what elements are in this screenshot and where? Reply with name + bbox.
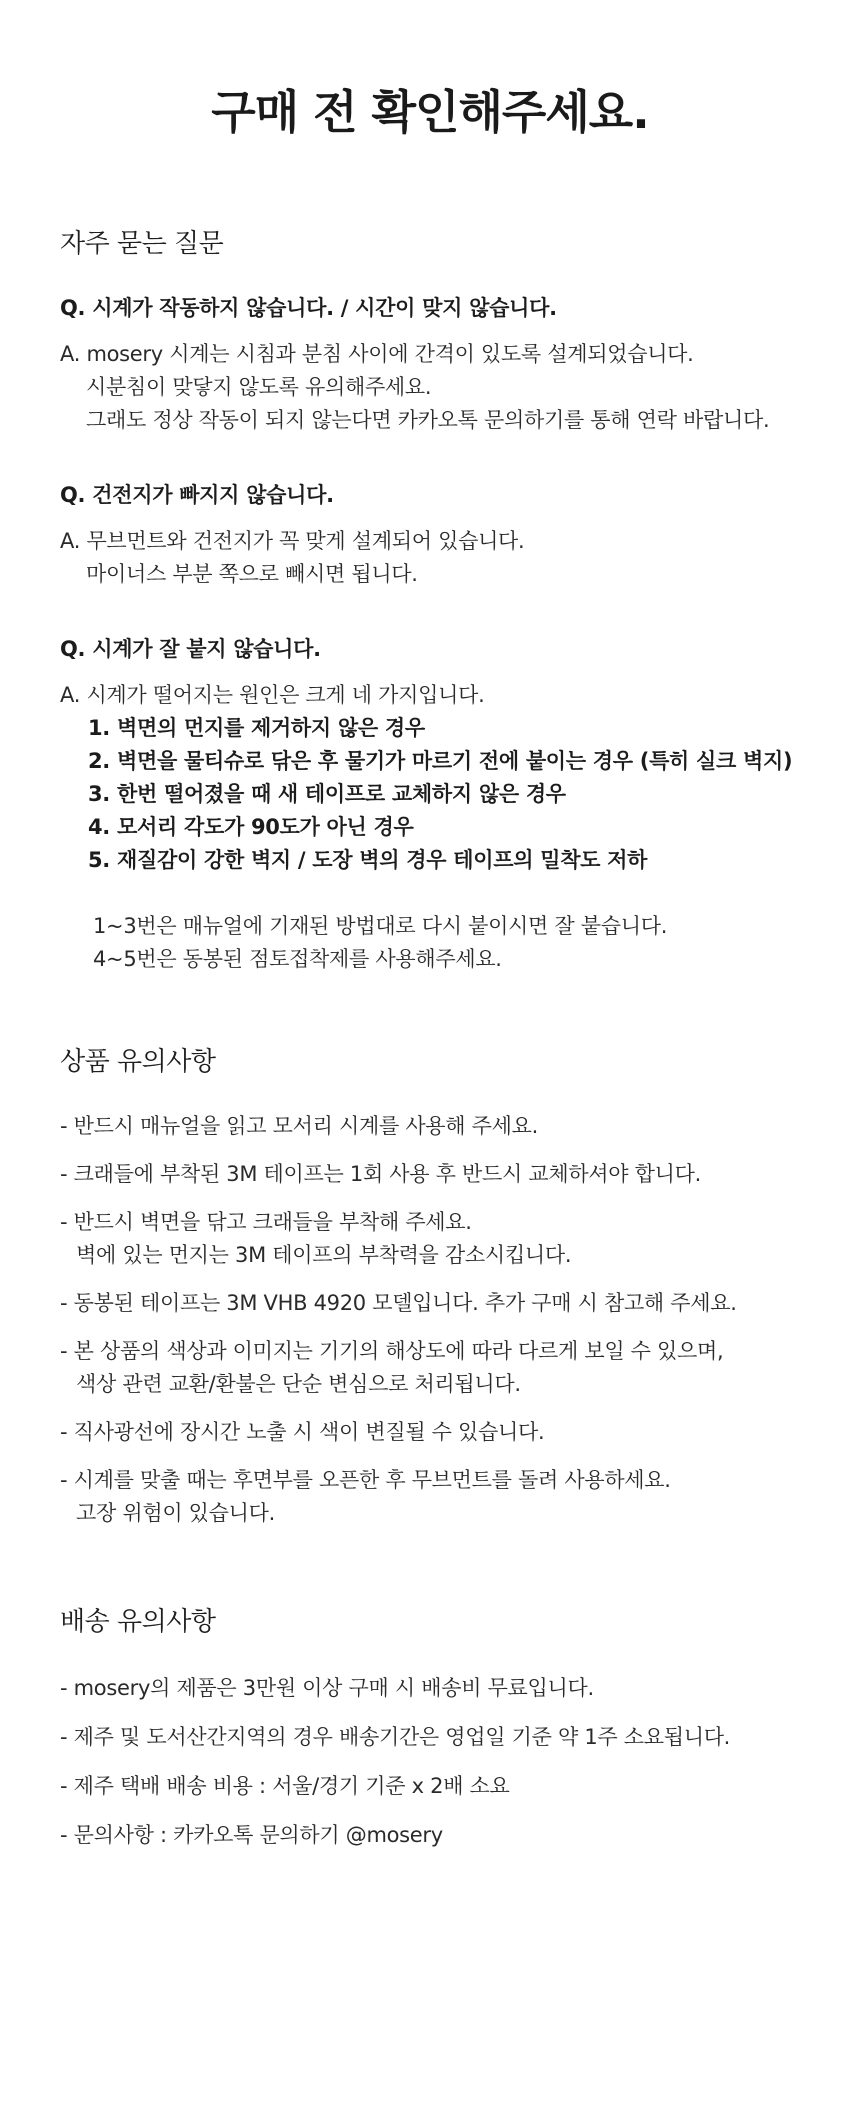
cause-item: 4. 모서리 각도가 90도가 아닌 경우 xyxy=(88,815,414,839)
cause-note: 4~5번은 동봉된 점토접착제를 사용해주세요. xyxy=(93,947,502,971)
product-notes-title: 상품 유의사항 xyxy=(60,1047,216,1077)
faq-section-title: 자주 묻는 질문 xyxy=(60,229,224,259)
faq-answer-1-line-3: 그래도 정상 작동이 되지 않는다면 카카오톡 문의하기를 통해 연락 바랍니다. xyxy=(86,408,770,432)
product-note-item xyxy=(60,1416,800,1449)
shipping-note-item xyxy=(60,1672,800,1705)
product-note-item xyxy=(60,1158,800,1191)
shipping-note-line: - 제주 택배 배송 비용 : 서울/경기 기준 x 2배 소요 xyxy=(60,1774,510,1798)
product-note-line: - 크래들에 부착된 3M 테이프는 1회 사용 후 반드시 교체하셔야 합니다. xyxy=(60,1162,701,1186)
cause-item: 2. 벽면을 물티슈로 닦은 후 물기가 마르기 전에 붙이는 경우 (특히 실크 벽지) xyxy=(88,749,793,773)
faq-question-3: Q. 시계가 잘 붙지 않습니다. xyxy=(60,637,321,661)
faq-question-1: Q. 시계가 작동하지 않습니다. / 시간이 맞지 않습니다. xyxy=(60,296,557,320)
page-title: 구매 전 확인해주세요. xyxy=(211,85,649,139)
shipping-note-item xyxy=(60,1819,800,1852)
cause-item: 3. 한번 떨어졌을 때 새 테이프로 교체하지 않은 경우 xyxy=(88,782,566,806)
shipping-note-line: - mosery의 제품은 3만원 이상 구매 시 배송비 무료입니다. xyxy=(60,1676,594,1700)
shipping-note-item xyxy=(60,1770,800,1803)
product-note-item xyxy=(60,1110,800,1143)
cause-note: 1~3번은 매뉴얼에 기재된 방법대로 다시 붙이시면 잘 붙습니다. xyxy=(93,914,668,938)
cause-item: 1. 벽면의 먼지를 제거하지 않은 경우 xyxy=(88,716,425,740)
shipping-notes-section xyxy=(60,1604,800,1852)
product-notes-section xyxy=(60,1044,800,1530)
product-notes-list xyxy=(60,1110,800,1530)
cause-notes xyxy=(60,910,800,976)
faq-answer-2 xyxy=(60,525,800,591)
product-note-line: 색상 관련 교환/환불은 단순 변심으로 처리됩니다. xyxy=(76,1372,521,1396)
product-note-item xyxy=(60,1464,800,1530)
shipping-note-line: - 제주 및 도서산간지역의 경우 배송기간은 영업일 기준 약 1주 소요됩니다. xyxy=(60,1725,731,1749)
shipping-notes-list xyxy=(60,1672,800,1852)
shipping-notes-title: 배송 유의사항 xyxy=(60,1607,216,1637)
product-note-line: - 동봉된 테이프는 3M VHB 4920 모델입니다. 추가 구매 시 참고해 주세요. xyxy=(60,1291,737,1315)
faq-answer-3-intro: A. 시계가 떨어지는 원인은 크게 네 가지입니다. xyxy=(60,683,485,707)
faq-question-2: Q. 건전지가 빠지지 않습니다. xyxy=(60,483,334,507)
product-note-item xyxy=(60,1287,800,1320)
cause-item: 5. 재질감이 강한 벽지 / 도장 벽의 경우 테이프의 밀착도 저하 xyxy=(88,848,648,872)
faq-section xyxy=(60,226,800,976)
product-note-line: - 시계를 맞출 때는 후면부를 오픈한 후 무브먼트를 돌려 사용하세요. xyxy=(60,1468,671,1492)
product-note-line: - 반드시 벽면을 닦고 크래들을 부착해 주세요. xyxy=(60,1210,472,1234)
product-note-line: 벽에 있는 먼지는 3M 테이프의 부착력을 감소시킵니다. xyxy=(76,1243,572,1267)
cause-list xyxy=(60,712,800,877)
product-note-line: - 본 상품의 색상과 이미지는 기기의 해상도에 따라 다르게 보일 수 있으며, xyxy=(60,1339,724,1363)
shipping-note-line: - 문의사항 : 카카오톡 문의하기 @mosery xyxy=(60,1823,443,1847)
faq-answer-1-line-1: A. mosery 시계는 시침과 분침 사이에 간격이 있도록 설계되었습니다. xyxy=(60,342,694,366)
product-note-line: - 직사광선에 장시간 노출 시 색이 변질될 수 있습니다. xyxy=(60,1420,545,1444)
product-note-line: - 반드시 매뉴얼을 읽고 모서리 시계를 사용해 주세요. xyxy=(60,1114,538,1138)
product-note-line: 고장 위험이 있습니다. xyxy=(76,1501,275,1525)
faq-answer-2-line-2: 마이너스 부분 쪽으로 빼시면 됩니다. xyxy=(86,562,418,586)
product-note-item xyxy=(60,1335,800,1401)
faq-answer-1-line-2: 시분침이 맞닿지 않도록 유의해주세요. xyxy=(86,375,432,399)
faq-answer-2-line-1: A. 무브먼트와 건전지가 꼭 맞게 설계되어 있습니다. xyxy=(60,529,525,553)
product-note-item xyxy=(60,1206,800,1272)
shipping-note-item xyxy=(60,1721,800,1754)
faq-answer-1 xyxy=(60,338,800,437)
faq-answer-3 xyxy=(60,679,800,976)
